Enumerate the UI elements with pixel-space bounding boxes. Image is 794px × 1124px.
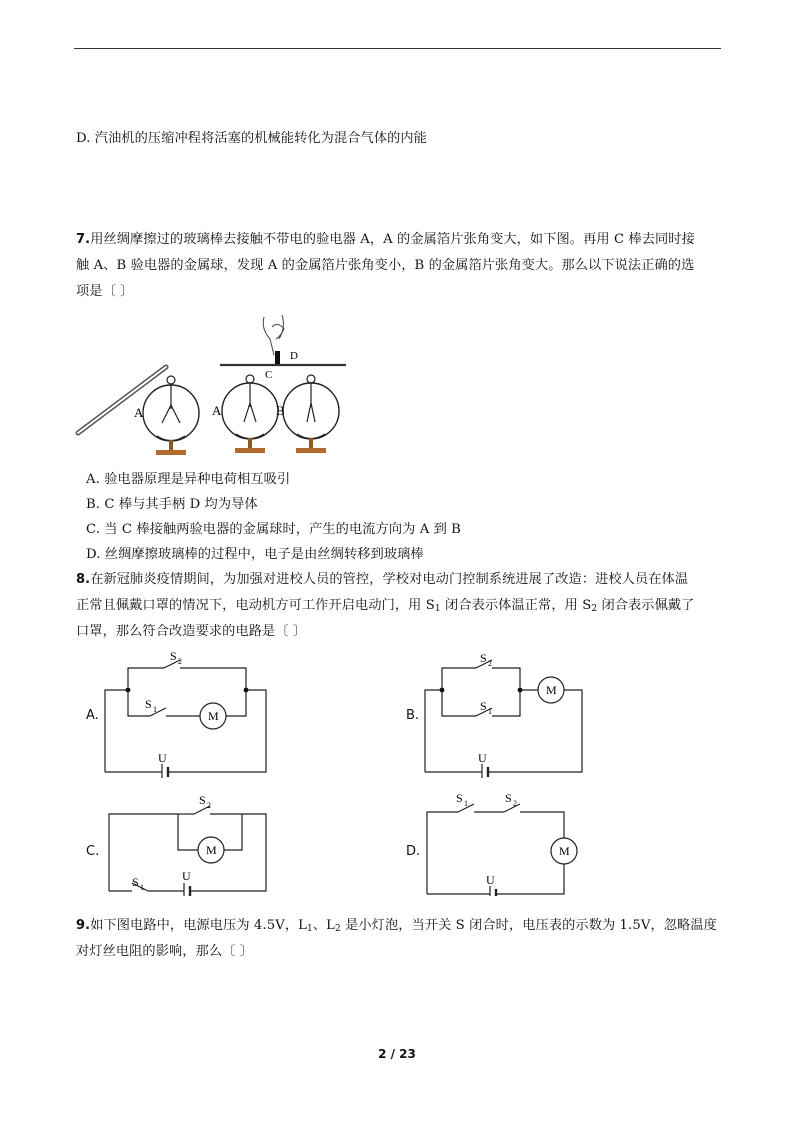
q8-line1: 8.在新冠肺炎疫情期间，为加强对进校人员的管控，学校对电动门控制系统进展了改造：进校人员在体温: [76, 572, 689, 587]
svg-text:S: S: [170, 649, 177, 663]
svg-text:S: S: [480, 651, 487, 665]
q7-number: 7.: [76, 232, 91, 247]
circuit-c: [104, 788, 274, 896]
svg-text:S: S: [199, 793, 206, 807]
svg-text:2: 2: [488, 659, 492, 668]
svg-text:1: 1: [488, 707, 492, 716]
label-a-middle: A: [212, 403, 222, 418]
q7-option-b: B. C 棒与其手柄 D 均为导体: [86, 497, 258, 512]
circuit-d-label: D.: [406, 844, 421, 859]
svg-text:1: 1: [140, 883, 144, 892]
label-b: B: [276, 403, 285, 418]
svg-text:S: S: [132, 875, 139, 889]
svg-text:S: S: [145, 697, 152, 711]
q6-option-d: D. 汽油机的压缩冲程将活塞的机械能转化为混合气体的内能: [76, 131, 427, 146]
svg-text:U: U: [486, 873, 495, 887]
label-c: C: [265, 369, 273, 381]
svg-text:1: 1: [153, 705, 157, 714]
q7-line1: 7.用丝绸摩擦过的玻璃棒去接触不带电的验电器 A，A 的金属箔片张角变大，如下图。再用 C 棒去同时接: [76, 232, 695, 247]
svg-text:2: 2: [178, 657, 182, 666]
svg-text:S: S: [480, 699, 487, 713]
circuit-d: [422, 788, 592, 896]
svg-text:S: S: [456, 791, 463, 805]
electroscope-a-left: [143, 376, 199, 455]
electroscope-b: [283, 375, 339, 453]
svg-text:U: U: [182, 869, 191, 883]
q8-line3: 口罩，那么符合改造要求的电路是〔 〕: [76, 624, 307, 639]
q8-line2: 正常且佩戴口罩的情况下，电动机方可工作开启电动门，用 $S_1$ 闭合表示体温正常，用 $S_2$ 闭合表示佩戴了: [76, 598, 695, 614]
q8-number: 8.: [76, 572, 91, 587]
q9-line2: 对灯丝电阻的影响，那么〔 〕: [76, 944, 254, 959]
motor-icon: M: [208, 709, 219, 723]
q7-option-c: C. 当 C 棒接触两验电器的金属球时，产生的电流方向为 A 到 B: [86, 522, 461, 537]
electroscope-a-middle: [222, 375, 278, 453]
q7-line2: 触 A、B 验电器的金属球，发现 A 的金属箔片张角变小，B 的金属箔片张角变大。那么以下说法正确的选: [76, 258, 695, 273]
electroscope-figure: [74, 305, 364, 463]
svg-text:2: 2: [513, 799, 517, 808]
label-a-left: A: [134, 405, 144, 420]
circuit-a-label: A.: [86, 708, 99, 723]
circuit-b: [420, 646, 592, 778]
circuit-c-label: C.: [86, 844, 100, 859]
header-rule: [74, 48, 721, 49]
hand-icon: [263, 315, 284, 364]
circuit-b-label: B.: [406, 708, 420, 723]
motor-icon: M: [206, 843, 217, 857]
svg-text:2: 2: [207, 801, 211, 810]
svg-text:U: U: [158, 751, 167, 765]
page-number: 2 / 23: [378, 1047, 416, 1061]
motor-icon: M: [546, 683, 557, 697]
circuit-a: [100, 646, 272, 778]
q7-option-a: A. 验电器原理是异种电荷相互吸引: [86, 472, 291, 487]
q9-line1: 9.如下图电路中，电源电压为 4.5V，$L_1$、$L_2$ 是小灯泡，当开关 S 闭合时，电压表的示数为 1.5V，忽略温度: [76, 918, 717, 934]
svg-text:1: 1: [464, 799, 468, 808]
svg-text:S: S: [505, 791, 512, 805]
q7-option-d: D. 丝绸摩擦玻璃棒的过程中，电子是由丝绸转移到玻璃棒: [86, 547, 424, 562]
svg-text:U: U: [478, 751, 487, 765]
q9-number: 9.: [76, 918, 91, 933]
motor-icon: M: [559, 844, 570, 858]
q7-line3: 项是〔 〕: [76, 284, 134, 299]
label-d: D: [290, 350, 298, 362]
